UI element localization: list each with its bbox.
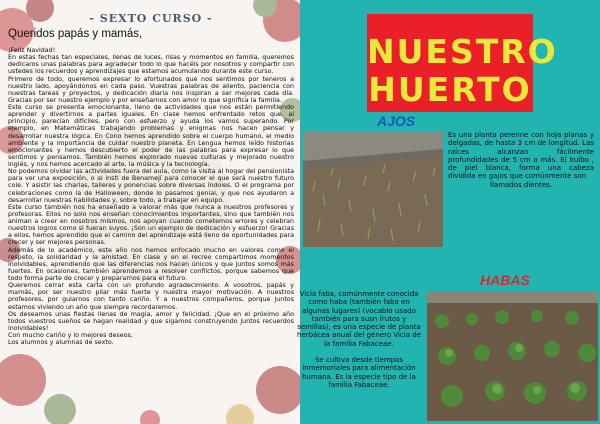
letter-paragraph: No podemos olvidar las actividades fuera del aula, como la visita al hogar del pensionista para ver una exposición, o al insti de Benamejí para conocer el que será nuestro futuro cole. Y asistir las charlas, talleres y ponencias sobre diversas índoles. O el programa por celebraciones como la de Halloween, donde lo pasamos genial, y que nos ayudaron a desarrollar nuestras habilidades y, sobre todo, a trabajar en equipo. [8,168,294,204]
habas-description [296,290,422,389]
habas-text-1: Vicia faba, comúnmente conocida como haba (también faba en algunas lugares) (vocablo usado también para susn frutos y semillas), es una especie de planta herbácea anual del género Vicia de la familia Fabaceae. [297,290,421,348]
letter-paragraph: Primero de todo, queremos expresar lo afortunados que nos sentimos por teneros a nuestro lado, apoyándonos en cada paso. Vuestras palabras de aliento, paciencia con nuestras tareas y proyectos, y dedicación diaria nos inspiran a ser mejores cada día. Gracias por ser nuestro ejemplo y por enseñarnos con amor lo que significa la familia. [8,75,294,104]
letter-closing: Con mucho cariño y lo mejores deseos, [8,332,133,339]
letter-paragraph: Este curso se presenta emocionante, lleno de actividades que nos están permitiendo aprender y divertirnos a partes iguales. En clase hemos enfrentado retos que, al principio, parecían difíciles, pero con esfuerzo y ayuda los vamos superando. Por ejemplo, en Matemáticas trabajando problemas y enigmas nos hacen pensar y desarrollar nuestra lógica. En Cono hemos aprendido sobre el cuerpo humano, el medio ambiente y la importancia de cuidar nuestro planeta. En Lengua hemos leído historias emocionantes y hemos descubierto el poder de las palabras para expresar lo que sentimos y pensamos. También hemos explorado nuevas culturas y mejorado nuestro inglés, y nos hemos acercado al arte, la música y la tecnología. [8,104,294,168]
letter-paragraph: Este curso también nos ha enseñado a valorar más que nunca a nuestros profesores y profesoras. Ellos no solo nos enseñan conocimientos importantes, sino que también nos animan a creer en nosotros mismos, nos apoyan cuando cometemos errores y celebran nuestros logros como si fueran suyos. ¡Son un ejemplo de dedicación y esfuerzo! Gracias a ellos, hemos aprendido que el camino del aprendizaje está lleno de oportunidades para crecer y ser mejores personas. [8,203,294,247]
garlic-garden-photo [303,131,443,247]
habas-heading: HABAS [480,272,530,288]
ajos-text-last: llamados dientes. [490,180,552,189]
ajos-text: Es una planta perenne con hoja planas y delgadas, de hasta 3 cm de longitud. Las raíces alcanzan fácilmente profundidades de 5 cm o más. El bulbo , de piel blanca, forma una cabeza dividida en gajos que comúnmente son [448,131,594,181]
letter-paragraph: ¡Feliz Navidad! [8,47,56,54]
ajos-description [448,131,594,189]
page-title-line2: HUERTO [368,70,532,109]
letter-body [8,47,294,346]
right-page [297,0,600,424]
letter-greeting: Queridos papás y mamás, [8,28,143,40]
letter-paragraph: Queremos cerrar esta carta con un profundo agradecimiento. A vosotros, papás y mamás, por ser nuestro pilar más fuerte y nuestra mayor motivación. A nuestros profesores, por guiarnos con tanto cariño. Y a nuestros compañeros, porque juntos estamos viviendo un año que siempre recordaremos. [8,282,294,311]
course-title: - SEXTO CURSO - [89,12,213,25]
title-box [367,14,558,112]
letter-container [8,4,294,422]
letter-paragraph: En estas fechas tan especiales, llenas de luces, risas y momentos en familia, queremos dedicaros unas palabras para agradecer todo lo que hacéis por nosotros y compartir con ustedes los recuerdos y aprendizajes que estamos acumulando durante este curso. [8,54,294,76]
letter-paragraph: Además de lo académico, este año nos hemos enfocado mucho en valores como el respeto, la solidaridad y la amistad. En clase y en el recreo compartimos momentos inolvidables, aprendiendo que las diferencias nos hacen únicos y que juntos somos más fuertes. En ocasiones, también aprendemos a resolver conflictos, porque sabemos que todo forma parte de crecer y prepararnos para el futuro. [8,246,294,282]
broad-bean-garden-photo [427,291,598,421]
letter-paragraph: Os deseamos unas fiestas llenas de magia, amor y felicidad. ¡Que en el próximo año todos vuestros sueños se hagan realidad y que sigamos construyendo juntos recuerdos inolvidables! [8,310,294,332]
habas-text-2: Se cultiva desde tiempos inmemoriales para alimentación humana. Es la especie tipo de la familia Fabaceae. [302,356,416,389]
letter-signature: Los alumnos y alumnas de sexto. [8,339,114,347]
page-title-line1: NUESTRO [367,32,558,71]
ajos-heading: AJOS [377,113,416,129]
